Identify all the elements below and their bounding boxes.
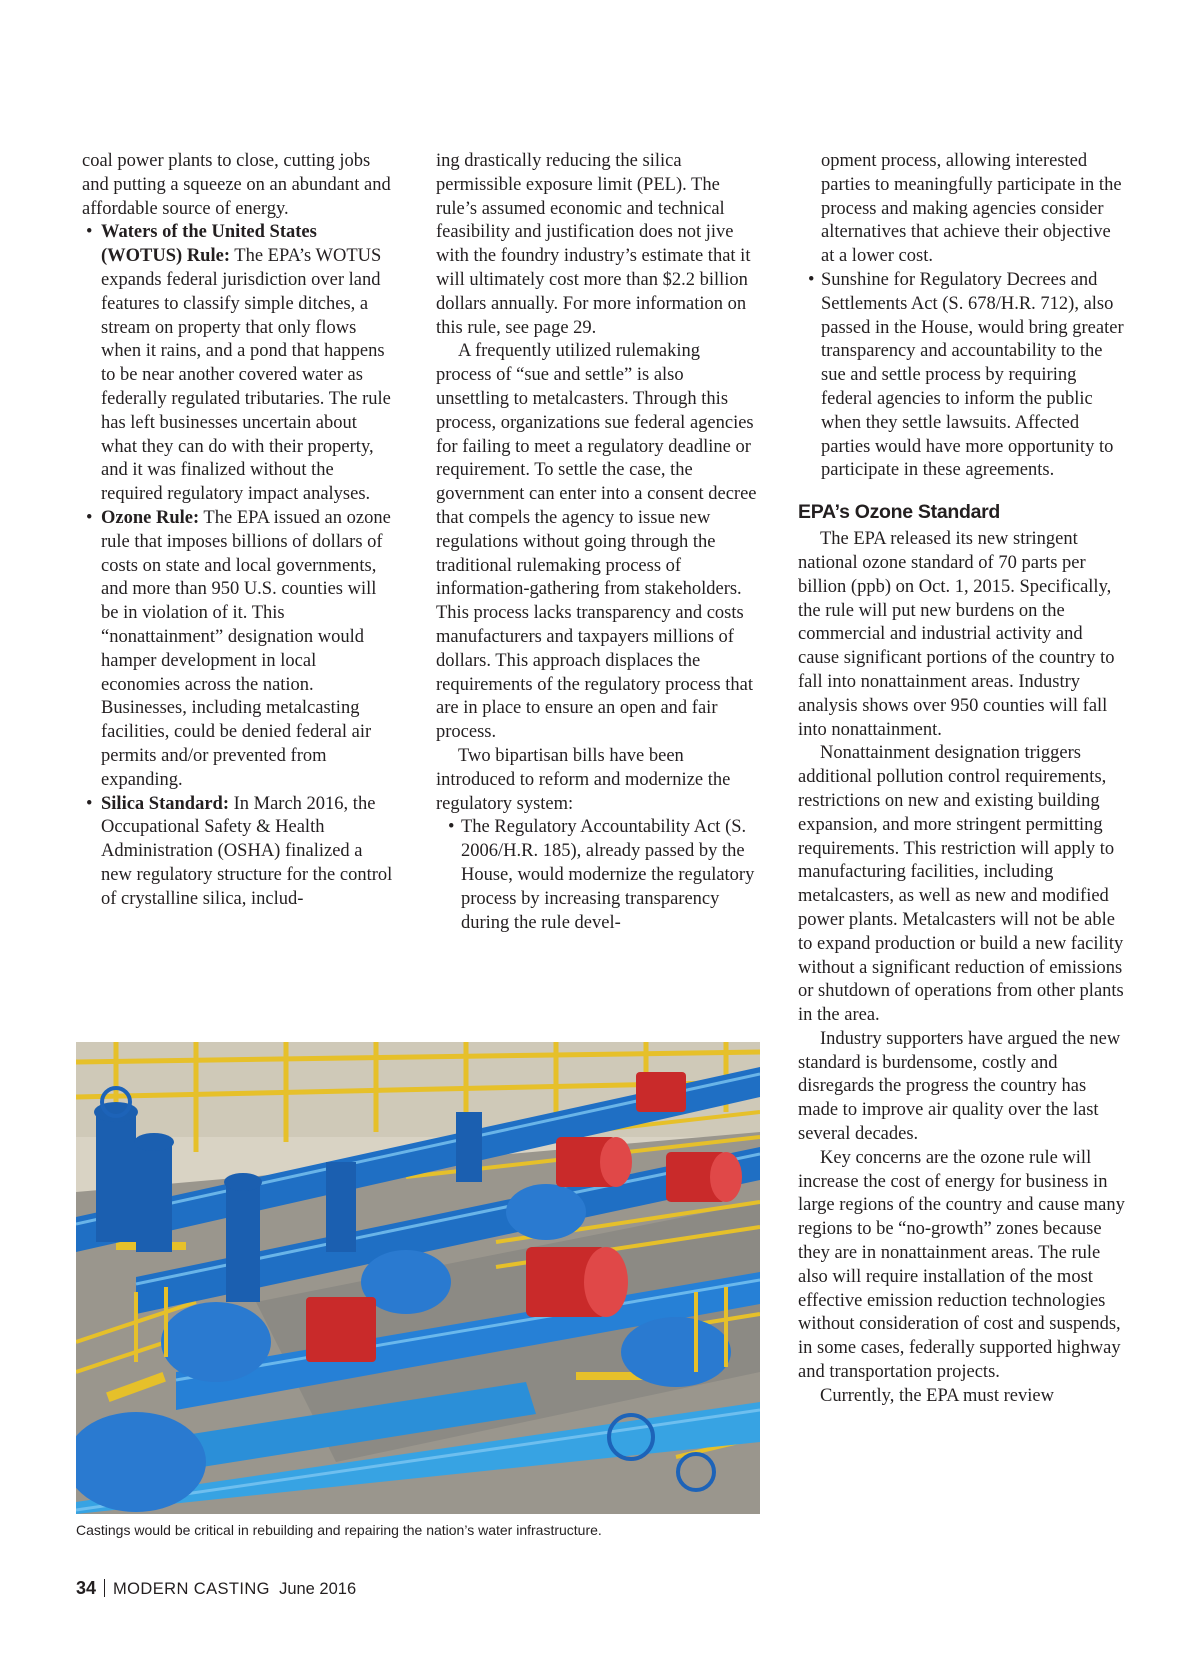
page-footer [76,1578,356,1599]
bullet-item-silica [82,793,397,912]
section-heading: EPA’s Ozone Standard [798,501,1001,524]
text-column-2 [436,150,760,935]
bullet-item-ozone [82,507,397,793]
paragraph: opment process, allowing interested parties to meaningfully participate in the process and making agencies consider alternatives that achieve their objective at a lower cost. [821,151,1122,267]
issue-date: June 2016 [279,1580,357,1598]
pump-station-photo [76,1042,760,1514]
paragraph: A frequently utilized rulemaking process of “sue and settle” is also unsettling to metalcasters. Through this process, organizations sue federal agencies for failing to meet a regulatory deadline or requirement. To settle the case, the government can enter into a consent decree that compels the agency to issue new regulations without going through the traditional rulemaking process of information-gathering from stakeholders. This process lacks transparency and costs manufacturers and taxpayers millions of dollars. This approach displaces the requirements of the regulatory process that are in place to ensure an open and fair process. [436,341,757,743]
footer-divider [104,1579,105,1597]
bullet-dot: • [86,507,93,528]
bullet-dot: • [86,222,93,243]
bullet-dot: • [808,269,815,290]
bullet-lead: Waters of the United States (WOTUS) Rule: [101,222,317,267]
paragraph: coal power plants to close, cutting jobs and putting a squeeze on an abundant and affordable source of energy. [82,151,391,219]
bullet-item-regulatory-accountability-act [436,816,760,935]
paragraph: Industry supporters have argued the new standard is burdensome, costly and disregards the progress the country has made to improve air quality over the last several decades. [798,1028,1121,1145]
paragraph: Two bipartisan bills have been introduced to reform and modernize the regulatory system: [436,745,731,814]
text-column-3 [798,150,1126,1409]
paragraph: The EPA released its new stringent national ozone standard of 70 parts per billion (ppb) on Oct. 1, 2015. Specifically, the rule will put new burdens on the commercial and industrial activity and cause significant portions of the country to fall into nonattainment areas. Industry analysis shows over 950 counties will fall into nonattainment. [798,529,1115,740]
bullet-lead: Silica Standard: [101,793,229,814]
bullet-item-sunshine-act [798,269,1126,483]
bullet-text: The EPA’s WOTUS expands federal jurisdiction over land features to classify simple ditches, a stream on property that only flows when it rains, and a pond that happens to be near another covered water as federally regulated tributaries. The rule has left businesses uncertain about what they can do with their property, and it was finalized without the required regulatory impact analyses. [101,246,391,505]
page-number: 34 [76,1578,97,1598]
text-column-1 [82,150,397,912]
photo-caption: Castings would be critical in rebuilding and repairing the nation’s water infrastructure. [76,1522,602,1538]
paragraph: Currently, the EPA must review [820,1385,1054,1406]
paragraph: ing drastically reducing the silica permissible exposure limit (PEL). The rule’s assumed economic and technical feasibility and justification does not jive with the foundry industry’s estimate that it will ultimately cost more than $2.2 billion dollars annually. For more information on this rule, see page 29. [436,151,751,338]
bullet-text: Sunshine for Regulatory Decrees and Settlements Act (S. 678/H.R. 712), also passed in the House, would bring greater transparency and accountability to the sue and settle process by requiring federal agencies to inform the public when they settle lawsuits. Affected parties would have more opportunity to participate in these agreements. [821,269,1124,481]
bullet-text: The EPA issued an ozone rule that imposes billions of dollars of costs on state and local governments, and more than 950 U.S. counties will be in violation of it. This “nonattainment” designation would hamper development in local economies across the nation. Businesses, including metalcasting facilities, could be denied federal air permits and/or prevented from expanding. [101,507,391,790]
bullet-lead: Ozone Rule: [101,507,200,528]
magazine-name: MODERN CASTING [113,1580,270,1598]
bullet-dot: • [86,793,93,814]
bullet-text: In March 2016, the Occupational Safety & Health Administration (OSHA) finalized a new regulatory structure for the control of crystalline silica, includ- [101,793,393,909]
paragraph: Key concerns are the ozone rule will increase the cost of energy for business in large regions of the country and cause many regions to be “no-growth” zones because they are in nonattainment areas. The rule also will require installation of the most effective emission reduction technologies without consideration of cost and suspends, in some cases, federally supported highway and transportation projects. [798,1147,1125,1383]
bullet-item-wotus [82,221,397,507]
bullet-dot: • [448,817,455,838]
bullet-text: The Regulatory Accountability Act (S. 2006/H.R. 185), already passed by the House, would modernize the regulatory process by increasing transparency during the rule devel- [461,817,755,933]
paragraph: Nonattainment designation triggers additional pollution control requirements, restrictions on new and existing building expansion, and more stringent permitting requirements. This restriction will apply to manufacturing facilities, including metalcasters, as well as new and modified power plants. Metalcasters will not be able to expand production or build a new facility without a significant reduction of emissions or shutdown of operations from other plants in the area. [798,743,1124,1026]
